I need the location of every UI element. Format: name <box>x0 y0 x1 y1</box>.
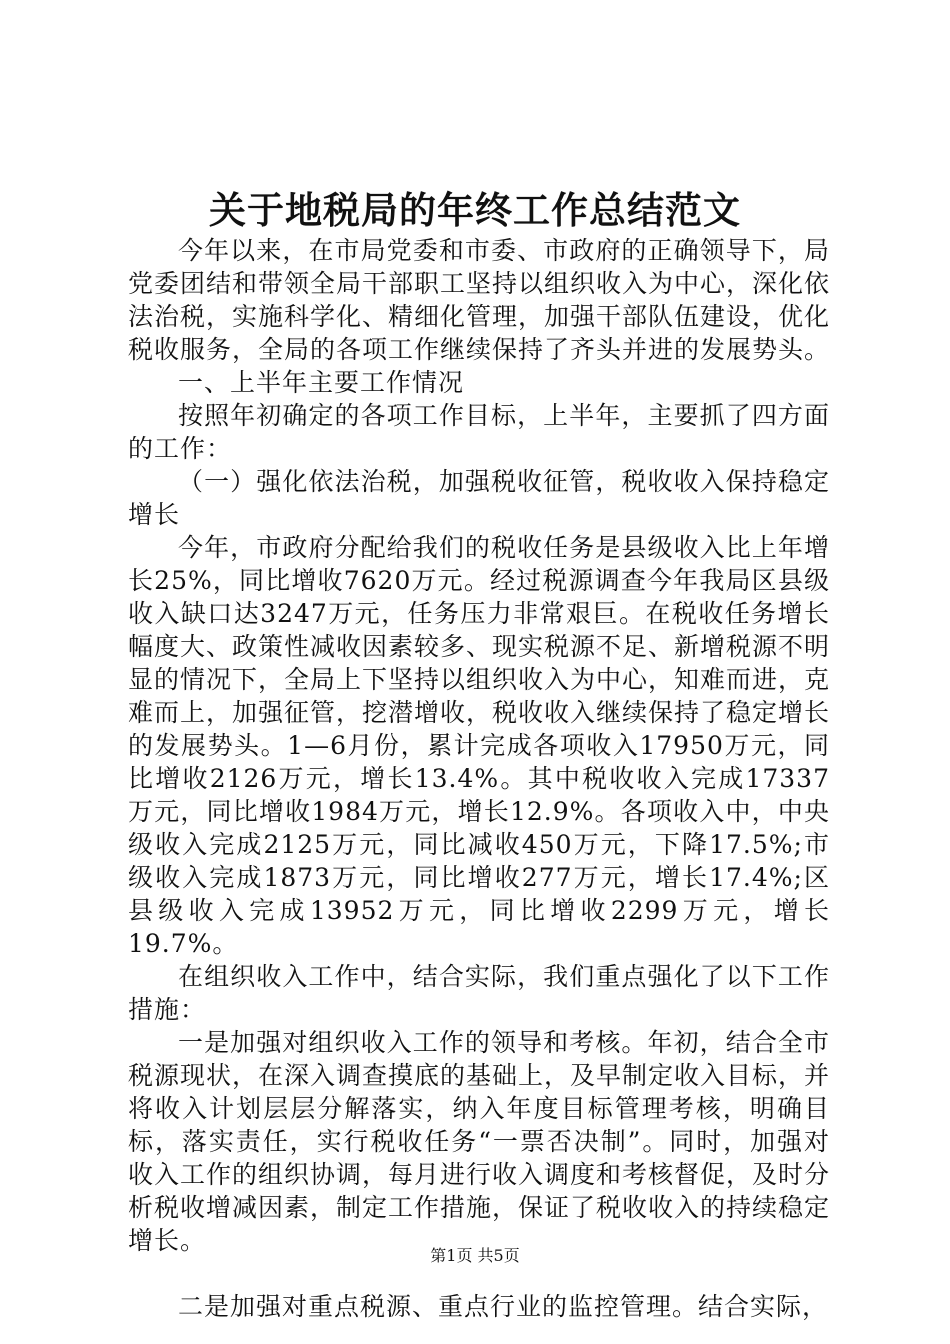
body-paragraph: 今年，市政府分配给我们的税收任务是县级收入比上年增长25%，同比增收7620万元。经过税源调查今年我局区县级收入缺口达3247万元，任务压力非常艰巨。在税收任务增长幅度大、政策性减收因素较多、现实税源不足、新增税源不明显的情况下，全局上下坚持以组织收入为中心，知难而进，克难而上，加强征管，挖潜增收，税收收入继续保持了稳定增长的发展势头。1—6月份，累计完成各项收入17950万元，同比增收2126万元，增长13.4%。其中税收收入完成17337万元，同比增收1984万元，增长12.9%。各项收入中，中央级收入完成2125万元，同比减收450万元，下降17.5%;市级收入完成1873万元，同比增收277万元，增长17.4%;区县级收入完成13952万元，同比增收2299万元，增长19.7%。 <box>128 533 831 958</box>
body-paragraph: 在组织收入工作中，结合实际，我们重点强化了以下工作措施： <box>128 962 830 1024</box>
document-body <box>128 234 830 1323</box>
body-paragraph: 按照年初确定的各项工作目标，上半年，主要抓了四方面的工作： <box>128 401 830 463</box>
subsection-heading: （一）强化依法治税，加强税收征管，税收收入保持稳定增长 <box>128 467 830 529</box>
body-paragraph: 二是加强对重点税源、重点行业的监控管理。结合实际， <box>178 1292 829 1321</box>
intro-paragraph: 今年以来，在市局党委和市委、市政府的正确领导下，局党委团结和带领全局干部职工坚持以组织收入为中心，深化依法治税，实施科学化、精细化管理，加强干部队伍建设，优化税收服务，全局的各项工作继续保持了齐头并进的发展势头。 <box>128 236 831 364</box>
body-paragraph: 一是加强对组织收入工作的领导和考核。年初，结合全市税源现状，在深入调查摸底的基础上，及早制定收入目标，并将收入计划层层分解落实，纳入年度目标管理考核，明确目标，落实责任，实行税收任务“一票否决制”。同时，加强对收入工作的组织协调，每月进行收入调度和考核督促，及时分析税收增减因素，制定工作措施，保证了税收收入的持续稳定增长。 <box>128 1028 831 1255</box>
page-number: 第1页 共5页 <box>430 1246 520 1265</box>
document-title: 关于地税局的年终工作总结范文 <box>209 188 741 232</box>
section-heading: 一、上半年主要工作情况 <box>178 368 465 397</box>
